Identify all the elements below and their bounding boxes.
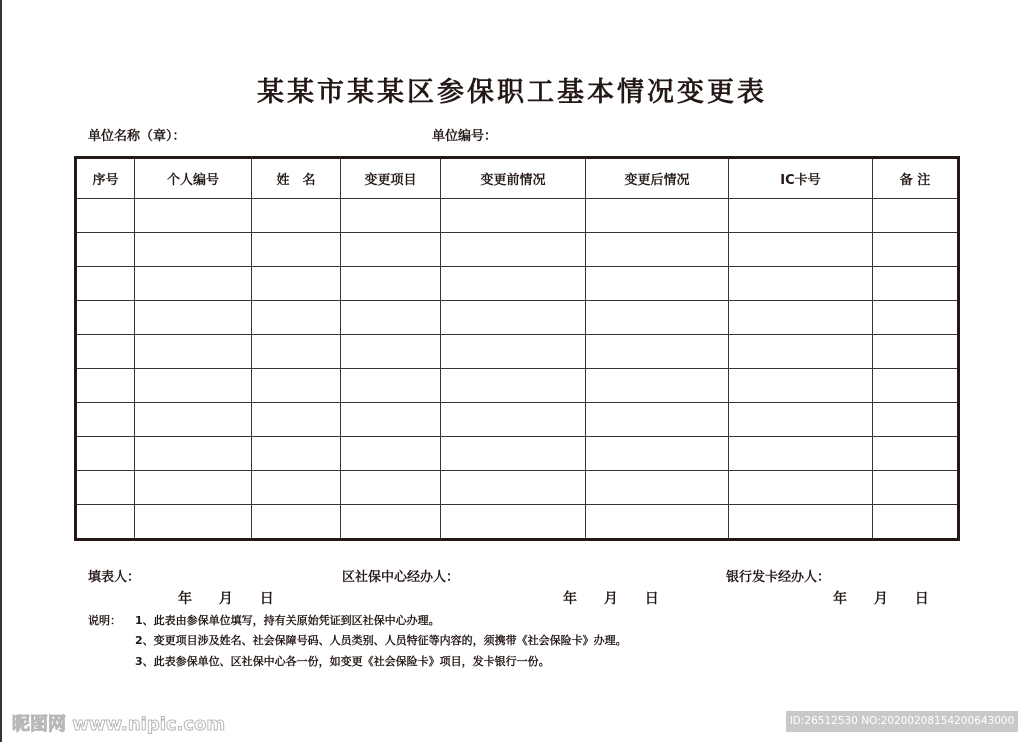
table-cell[interactable] — [135, 471, 252, 505]
table-cell[interactable] — [586, 335, 729, 369]
table-cell[interactable] — [873, 369, 959, 403]
unit-code-label: 单位编号： — [432, 129, 498, 144]
table-row — [76, 233, 959, 267]
bank-handler-date: 年 月 日 — [833, 591, 929, 607]
table-cell[interactable] — [873, 437, 959, 471]
table-cell[interactable] — [729, 301, 873, 335]
table-cell[interactable] — [76, 233, 135, 267]
table-cell[interactable] — [873, 233, 959, 267]
table-cell[interactable] — [729, 471, 873, 505]
table-row — [76, 471, 959, 505]
table-row — [76, 267, 959, 301]
table-cell[interactable] — [729, 199, 873, 233]
table-cell[interactable] — [441, 505, 586, 540]
note-item-2: 2、变更项目涉及姓名、社会保障号码、人员类别、人员特征等内容的，须携带《社会保险卡》办理。 — [135, 634, 627, 647]
table-cell[interactable] — [341, 437, 441, 471]
table-cell[interactable] — [586, 233, 729, 267]
table-cell[interactable] — [441, 199, 586, 233]
table-cell[interactable] — [729, 437, 873, 471]
table-cell[interactable] — [729, 267, 873, 301]
center-handler-label: 区社保中心经办人： — [342, 570, 460, 585]
table-cell[interactable] — [341, 369, 441, 403]
table-cell[interactable] — [441, 335, 586, 369]
table-cell[interactable] — [76, 505, 135, 540]
change-form-table — [74, 156, 960, 541]
table-cell[interactable] — [135, 369, 252, 403]
site-watermark: 昵图网 www.nipic.com — [12, 714, 226, 735]
table-row — [76, 505, 959, 540]
table-cell[interactable] — [135, 267, 252, 301]
table-cell[interactable] — [135, 437, 252, 471]
table-cell[interactable] — [729, 403, 873, 437]
table-cell[interactable] — [135, 301, 252, 335]
table-cell[interactable] — [135, 403, 252, 437]
table-cell[interactable] — [441, 437, 586, 471]
table-cell[interactable] — [252, 471, 341, 505]
table-cell[interactable] — [586, 301, 729, 335]
table-cell[interactable] — [252, 233, 341, 267]
table-cell[interactable] — [76, 369, 135, 403]
table-cell[interactable] — [873, 199, 959, 233]
table-row — [76, 301, 959, 335]
image-id-bar: ID:26512530 NO:20200208154200643000 — [786, 711, 1018, 732]
table-cell[interactable] — [341, 301, 441, 335]
table-cell[interactable] — [76, 301, 135, 335]
center-handler-date: 年 月 日 — [563, 591, 659, 607]
table-cell[interactable] — [76, 403, 135, 437]
table-cell[interactable] — [586, 471, 729, 505]
column-header-index: 序号 — [76, 158, 135, 199]
table-cell[interactable] — [586, 199, 729, 233]
table-cell[interactable] — [252, 301, 341, 335]
table-cell[interactable] — [341, 471, 441, 505]
table-cell[interactable] — [135, 335, 252, 369]
table-cell[interactable] — [586, 267, 729, 301]
table-cell[interactable] — [76, 199, 135, 233]
table-cell[interactable] — [729, 505, 873, 540]
table-cell[interactable] — [135, 199, 252, 233]
table-cell[interactable] — [586, 505, 729, 540]
table-cell[interactable] — [441, 403, 586, 437]
table-cell[interactable] — [586, 369, 729, 403]
table-cell[interactable] — [873, 267, 959, 301]
table-cell[interactable] — [873, 403, 959, 437]
column-header-change-item: 变更项目 — [341, 158, 441, 199]
table-cell[interactable] — [76, 471, 135, 505]
table-cell[interactable] — [586, 437, 729, 471]
column-header-name: 姓 名 — [252, 158, 341, 199]
table-body — [76, 199, 959, 540]
table-cell[interactable] — [341, 233, 441, 267]
table-cell[interactable] — [873, 471, 959, 505]
unit-name-label: 单位名称（章）： — [88, 129, 186, 144]
filler-label: 填表人： — [88, 570, 141, 585]
column-header-ic-card: IC卡号 — [729, 158, 873, 199]
column-header-after: 变更后情况 — [586, 158, 729, 199]
table-cell[interactable] — [729, 369, 873, 403]
table-cell[interactable] — [76, 437, 135, 471]
table-cell[interactable] — [341, 199, 441, 233]
notes-label: 说明： — [88, 614, 121, 627]
bank-handler-label: 银行发卡经办人： — [726, 570, 831, 585]
table-cell[interactable] — [252, 369, 341, 403]
page-edge-line — [0, 0, 2, 742]
table-row — [76, 335, 959, 369]
table-cell[interactable] — [341, 335, 441, 369]
table-cell[interactable] — [252, 505, 341, 540]
table-cell[interactable] — [76, 335, 135, 369]
filler-date: 年 月 日 — [178, 591, 274, 607]
table-cell[interactable] — [252, 199, 341, 233]
table-cell[interactable] — [252, 437, 341, 471]
column-header-before: 变更前情况 — [441, 158, 586, 199]
table-cell[interactable] — [441, 301, 586, 335]
table-row — [76, 369, 959, 403]
table-cell[interactable] — [441, 233, 586, 267]
table-cell[interactable] — [873, 505, 959, 540]
table-cell[interactable] — [586, 403, 729, 437]
document-title: 某某市某某区参保职工基本情况变更表 — [257, 77, 767, 108]
table-cell[interactable] — [252, 403, 341, 437]
table-cell[interactable] — [873, 335, 959, 369]
note-item-1: 1、此表由参保单位填写，持有关原始凭证到区社保中心办理。 — [135, 614, 440, 627]
table-cell[interactable] — [252, 335, 341, 369]
table-cell[interactable] — [441, 369, 586, 403]
note-item-3: 3、此表参保单位、区社保中心各一份，如变更《社会保险卡》项目，发卡银行一份。 — [135, 655, 550, 668]
table-cell[interactable] — [252, 267, 341, 301]
table-cell[interactable] — [441, 471, 586, 505]
table-cell[interactable] — [341, 505, 441, 540]
table-cell[interactable] — [873, 301, 959, 335]
table-cell[interactable] — [341, 267, 441, 301]
table-cell[interactable] — [135, 505, 252, 540]
table-row — [76, 437, 959, 471]
column-header-remarks: 备 注 — [873, 158, 959, 199]
table-cell[interactable] — [729, 233, 873, 267]
table-header-row — [76, 158, 959, 199]
table-row — [76, 403, 959, 437]
table-cell[interactable] — [135, 233, 252, 267]
table-cell[interactable] — [341, 403, 441, 437]
column-header-personal-id: 个人编号 — [135, 158, 252, 199]
table-cell[interactable] — [76, 267, 135, 301]
table-row — [76, 199, 959, 233]
table-cell[interactable] — [729, 335, 873, 369]
table-cell[interactable] — [441, 267, 586, 301]
